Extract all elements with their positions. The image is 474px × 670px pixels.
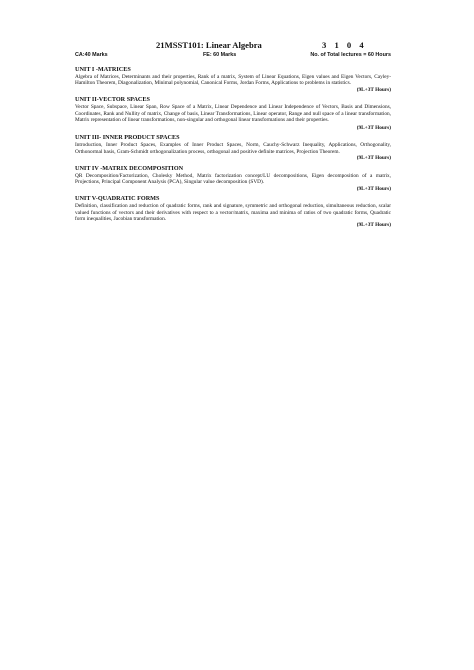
unit-section xyxy=(75,96,391,131)
unit-hours: (9L+3T Hours) xyxy=(356,155,391,162)
unit-title: UNIT IV -MATRIX DECOMPOSITION xyxy=(75,164,184,172)
ca-marks: CA:40 Marks xyxy=(75,52,108,58)
unit-content: Definition, classification and reduction of quadratic forms, rank and signature, symmetric and orthogonal reduction, simultaneous reduction, scalar valued functions of vectors and their derivatives with respect to a vector/matrix, maxima and minima of ratios of two quadratic forms, Quadratic form inequalities, Jacobian transformation. xyxy=(75,203,391,222)
unit-content: Introduction, Inner Product Spaces, Examples of Inner Product Spaces, Norm, Cauchy-Schwarz Inequality, Applications, Orthogonality, Orthonormal basis, Gram-Schmidt orthogonalization process, orthogonal and positive definite matrices, Projection Theorem. xyxy=(75,142,391,155)
unit-title: UNIT II-VECTOR SPACES xyxy=(75,96,150,104)
marks-row xyxy=(75,52,391,62)
course-title: 21MSST101: Linear Algebra xyxy=(156,40,262,50)
unit-title: UNIT III- INNER PRODUCT SPACES xyxy=(75,134,180,142)
unit-hours: (9L+3T Hours) xyxy=(356,222,391,229)
unit-hours: (9L+3T Hours) xyxy=(356,86,391,93)
unit-title: UNIT V-QUADRATIC FORMS xyxy=(75,195,160,203)
unit-section xyxy=(75,66,391,93)
unit-section xyxy=(75,134,391,161)
unit-content: Algebra of Matrices, Determinants and their properties, Rank of a matrix, System of Linear Equations, Eigen values and Eigen Vectors, Cayley-Hamilton Theorem, Diagonalization, Minimal polynomial, Canonical Forms, Jordan Forms, Applications to problems in statistics. xyxy=(75,74,391,87)
fe-marks: FE: 60 Marks xyxy=(203,52,237,58)
unit-section xyxy=(75,165,391,192)
course-credits: 3 1 0 4 xyxy=(322,40,367,50)
unit-content: QR Decomposition/Factorization, Cholesky Method, Matrix factorization concept/LU decompositions, Eigen decomposition of a matrix, Projections, Principal Component Analysis (PCA), Singular value decomposition (SVD). xyxy=(75,172,391,186)
unit-content: Vector Space, Subspace, Linear Span, Row Space of a Matrix, Linear Dependence and Linear Independence of Vectors, Basis and Dimensions, Coordinates, Rank and Nullity of matrix, Change of basis, Linear Transformations, Linear operator, Range and null space of a linear transformation, Matrix representation of linear transformations, non-singular and orthogonal linear transformations and their properties. xyxy=(75,104,391,124)
unit-hours: (9L+3T Hours) xyxy=(356,124,391,131)
course-title-row xyxy=(75,40,391,52)
unit-title: UNIT I -MATRICES xyxy=(75,66,131,73)
unit-hours: (9L+3T Hours) xyxy=(356,185,391,192)
unit-section xyxy=(75,195,391,229)
units-list xyxy=(75,66,391,232)
total-lectures: No. of Total lectures = 60 Hours xyxy=(310,52,391,58)
